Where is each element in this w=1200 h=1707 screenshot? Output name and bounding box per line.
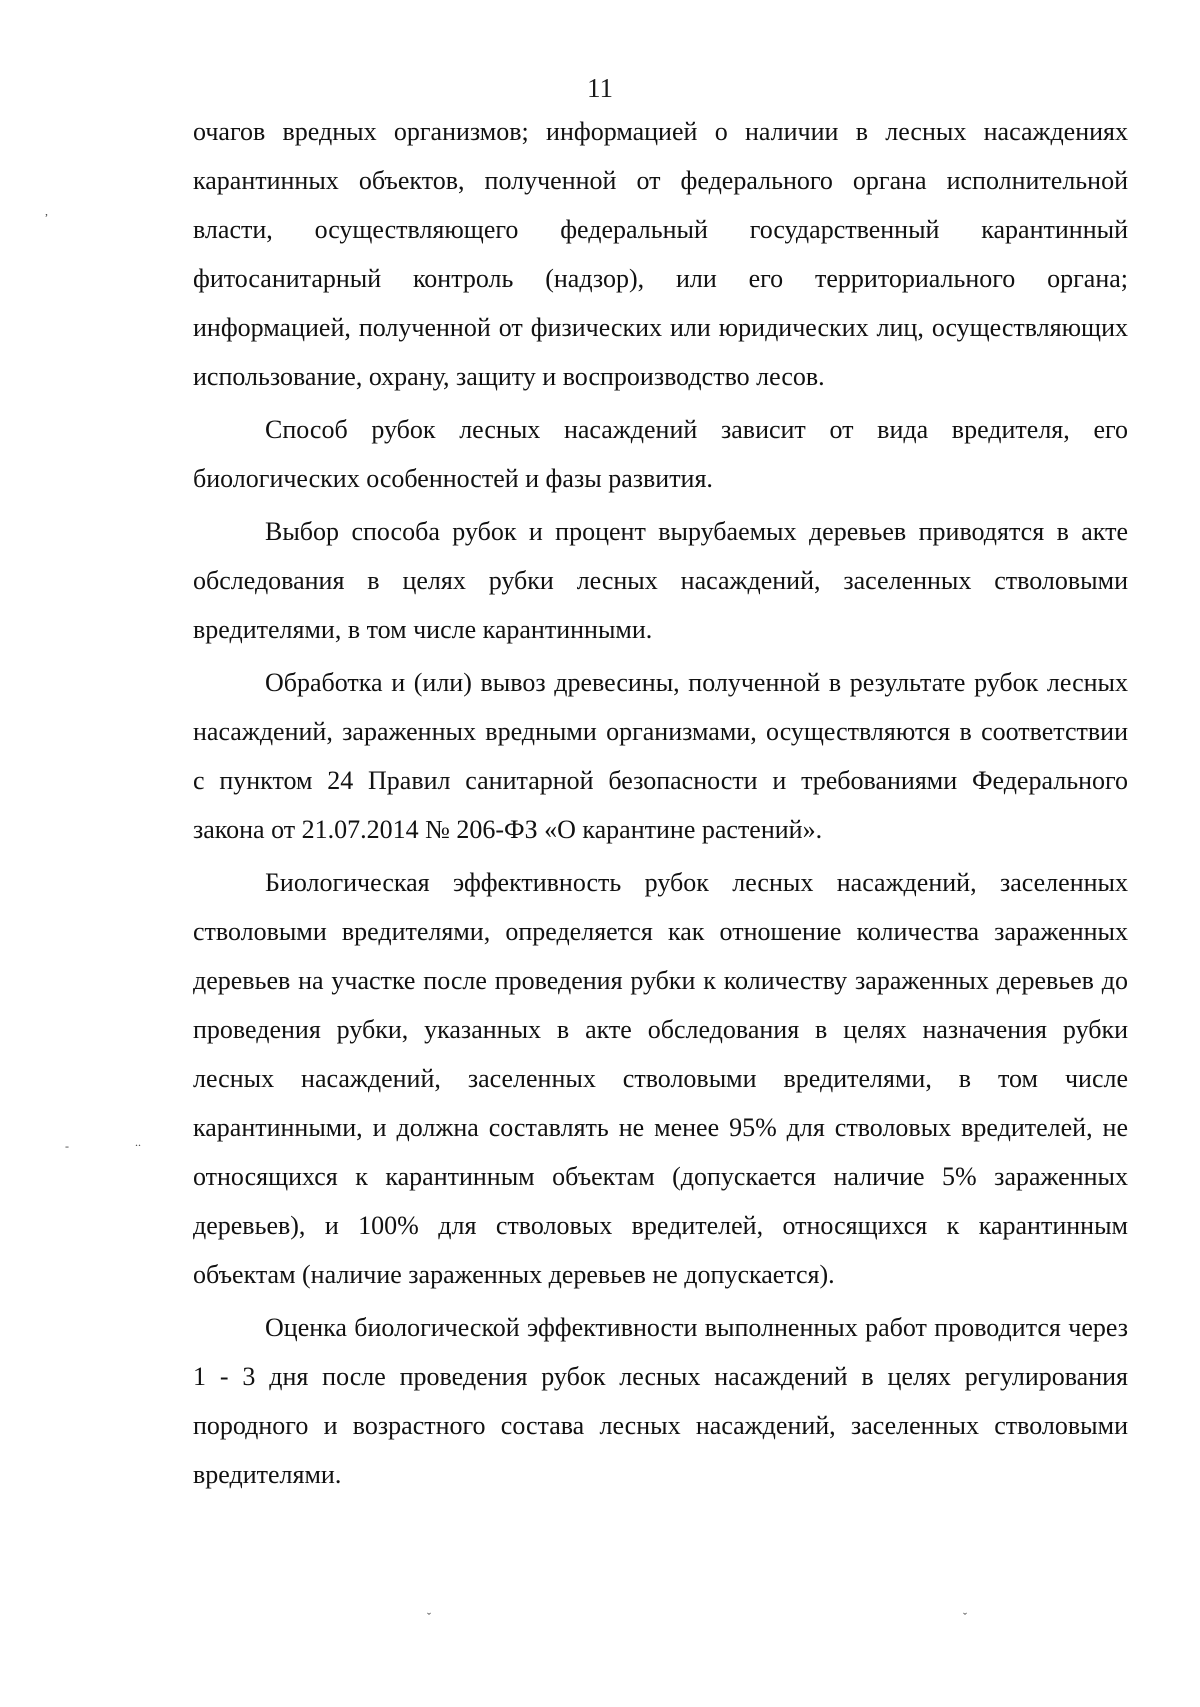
paragraph-felling-choice: Выбор способа рубок и процент вырубаемых деревьев приводятся в акте обследования в целях рубки лесных насаждений, заселенных стволовыми вредителями, в том числе карантинными. [193,517,1128,644]
page-number: 11 [587,73,613,103]
page-body [193,107,1128,1503]
scan-speck: .. [135,1135,141,1149]
paragraph-efficiency-assessment: Оценка биологической эффективности выполненных работ проводится через 1 - 3 дня после проведения рубок лесных насаждений в целях регулирования породного и возрастного состава лесных насаждений, заселенных стволовыми вредителями. [193,1313,1128,1489]
scan-speck: , [45,204,48,218]
scan-speck: - [65,1139,69,1153]
scan-speck: ˇ [963,1610,967,1624]
paragraph-felling-method: Способ рубок лесных насаждений зависит от вида вредителя, его биологических особенностей и фазы развития. [193,415,1128,493]
paragraph-timber-processing: Обработка и (или) вывоз древесины, полученной в результате рубок лесных насаждений, зараженных вредными организмами, осуществляются в соответствии с пунктом 24 Правил санитарной безопасности и требованиями Федерального закона от 21.07.2014 № 206-ФЗ «О карантине растений». [193,668,1128,844]
scan-speck: ˇ [427,1610,431,1624]
paragraph-continuation: очагов вредных организмов; информацией о наличии в лесных насаждениях карантинных объектов, полученной от федерального органа исполнительной власти, осуществляющего федеральный государственный карантинный фитосанитарный контроль (надзор), или его территориального органа; информацией, полученной от физических или юридических лиц, осуществляющих использование, охрану, защиту и воспроизводство лесов. [193,117,1128,391]
paragraph-biological-efficiency: Биологическая эффективность рубок лесных насаждений, заселенных стволовыми вредителями, определяется как отношение количества зараженных деревьев на участке после проведения рубки к количеству зараженных деревьев до проведения рубки, указанных в акте обследования в целях назначения рубки лесных насаждений, заселенных стволовыми вредителями, в том числе карантинными, и должна составлять не менее 95% для стволовых вредителей, не относящихся к карантинным объектам (допускается наличие 5% зараженных деревьев), и 100% для стволовых вредителей, относящихся к карантинным объектам (наличие зараженных деревьев не допускается). [193,868,1128,1289]
